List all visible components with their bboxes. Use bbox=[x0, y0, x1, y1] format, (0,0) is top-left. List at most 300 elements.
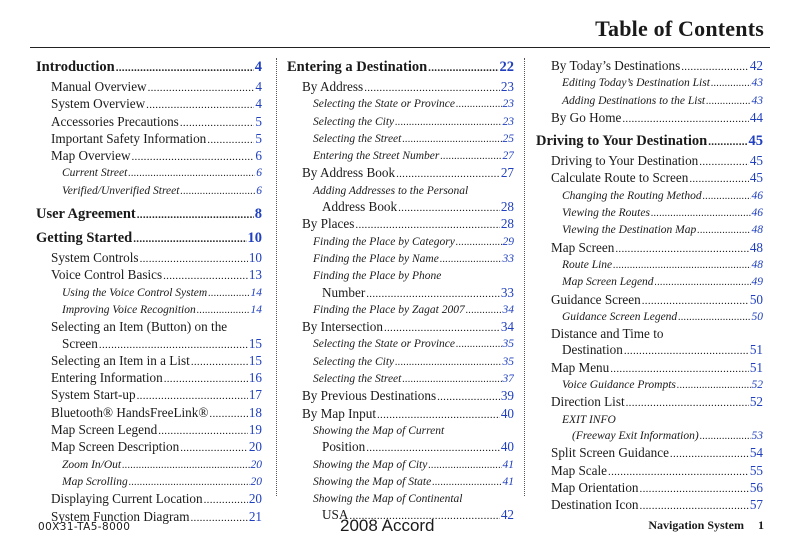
toc-entry-title: Entering the Street Number bbox=[313, 150, 440, 163]
footer-section bbox=[648, 518, 764, 533]
dot-leader bbox=[697, 223, 750, 239]
toc-entry[interactable] bbox=[536, 188, 763, 205]
toc-page-link[interactable]: 45 bbox=[748, 133, 763, 150]
toc-page-link[interactable]: 29 bbox=[502, 235, 514, 248]
toc-entry[interactable] bbox=[536, 394, 763, 411]
toc-entry-title: Selecting an Item (Button) on the bbox=[51, 319, 228, 335]
dot-leader bbox=[681, 59, 749, 75]
toc-entry-title: Selecting an Item in a List bbox=[51, 352, 190, 368]
toc-page-link[interactable]: 43 bbox=[751, 77, 763, 90]
dot-leader bbox=[191, 354, 248, 370]
toc-page-link[interactable]: 6 bbox=[255, 148, 262, 164]
toc-page-link[interactable]: 8 bbox=[254, 206, 262, 223]
toc-page-link[interactable]: 45 bbox=[749, 153, 763, 169]
toc-page-link[interactable]: 34 bbox=[500, 319, 514, 335]
toc-entry-title: Manual Overview bbox=[51, 79, 147, 94]
toc-page-link[interactable]: 19 bbox=[248, 422, 262, 438]
toc-entry-title: By Places bbox=[302, 216, 355, 232]
toc-entry-title: Voice Guidance Prompts bbox=[562, 379, 676, 392]
toc-page-link[interactable]: 49 bbox=[751, 276, 763, 289]
toc-entry-title: By Address Book bbox=[302, 165, 396, 181]
page-number: 1 bbox=[758, 518, 764, 532]
toc-page-link[interactable]: 23 bbox=[502, 98, 514, 111]
toc-entry-title: Guidance Screen bbox=[551, 291, 641, 307]
toc-page-link[interactable]: 48 bbox=[749, 239, 763, 255]
dot-leader bbox=[640, 481, 749, 497]
toc-entry-title: Entering Information bbox=[51, 370, 163, 386]
toc-page-link[interactable]: 53 bbox=[751, 429, 763, 442]
toc-entry-title: Viewing the Routes bbox=[562, 207, 650, 220]
dot-leader bbox=[140, 251, 248, 267]
toc-page-link[interactable]: 42 bbox=[749, 58, 763, 73]
toc-entry-title: Number bbox=[322, 284, 366, 300]
toc-entry-title: Selecting the Street bbox=[313, 373, 402, 386]
toc-entry[interactable] bbox=[536, 240, 763, 257]
toc-entry-title: Map Overview bbox=[51, 148, 131, 164]
dot-leader bbox=[366, 440, 500, 456]
toc-entry[interactable] bbox=[36, 387, 262, 404]
toc-page-link[interactable]: 54 bbox=[749, 445, 763, 461]
toc-entry-title: Showing the Map of City bbox=[313, 458, 428, 471]
toc-entry-title: EXIT INFO bbox=[562, 413, 616, 426]
toc-entry-title: Map Scale bbox=[551, 462, 608, 478]
toc-entry-title: By Map Input bbox=[302, 405, 376, 421]
toc-entry[interactable] bbox=[536, 222, 763, 239]
toc-entry bbox=[36, 319, 262, 335]
toc-page-link[interactable]: 48 bbox=[751, 224, 763, 237]
toc-entry[interactable] bbox=[536, 463, 763, 480]
column-divider bbox=[524, 58, 525, 496]
toc-entry[interactable] bbox=[36, 422, 262, 439]
toc-entry bbox=[287, 491, 514, 507]
toc-entry[interactable] bbox=[287, 131, 514, 148]
toc-entry-title: Bluetooth® HandsFreeLink® bbox=[51, 404, 209, 420]
toc-entry[interactable] bbox=[287, 251, 514, 268]
dot-leader bbox=[456, 337, 502, 353]
toc-page-link[interactable]: 40 bbox=[500, 439, 514, 455]
toc-page-link[interactable]: 13 bbox=[248, 267, 262, 283]
toc-entry-title: (Freeway Exit Information) bbox=[572, 429, 699, 442]
toc-entry[interactable] bbox=[36, 353, 262, 370]
dot-leader bbox=[364, 80, 500, 96]
toc-section-heading[interactable] bbox=[36, 205, 262, 224]
toc-entry[interactable] bbox=[536, 75, 763, 92]
toc-entry-title: Finding the Place by Name bbox=[313, 252, 439, 265]
toc-entry-title: Map Screen Legend bbox=[51, 422, 158, 438]
toc-entry-title: Split Screen Guidance bbox=[551, 445, 669, 461]
dot-leader bbox=[402, 132, 501, 148]
dot-leader bbox=[395, 355, 501, 371]
toc-entry-title: Calculate Route to Screen bbox=[551, 170, 689, 186]
toc-entry[interactable] bbox=[536, 274, 763, 291]
toc-entry[interactable] bbox=[536, 377, 763, 394]
dot-leader bbox=[398, 200, 500, 216]
dot-leader bbox=[137, 388, 248, 404]
toc-section-heading[interactable] bbox=[36, 229, 262, 248]
header-rule bbox=[30, 47, 770, 48]
toc-entry-title: Position bbox=[322, 439, 366, 455]
dot-leader bbox=[180, 184, 255, 200]
toc-entry-title: System Function Diagram bbox=[51, 508, 190, 524]
toc-page-link[interactable]: 15 bbox=[248, 352, 262, 368]
toc-entry-title: Route Line bbox=[562, 258, 613, 271]
toc-entry-title: Map Scrolling bbox=[62, 475, 128, 488]
toc-entry-title: Selecting the Street bbox=[313, 132, 402, 145]
toc-entry-title: Map Screen Legend bbox=[562, 276, 654, 289]
toc-page-link[interactable]: 22 bbox=[499, 59, 514, 75]
toc-entry[interactable] bbox=[287, 199, 514, 216]
toc-page-link[interactable]: 44 bbox=[749, 109, 763, 125]
toc-page-link[interactable]: 35 bbox=[502, 355, 514, 368]
dot-leader bbox=[99, 337, 248, 353]
toc-entry bbox=[536, 412, 763, 428]
toc-page-link[interactable]: 10 bbox=[248, 250, 262, 266]
toc-entry[interactable] bbox=[287, 114, 514, 131]
toc-page-link[interactable]: 20 bbox=[250, 458, 262, 471]
toc-entry-title: Distance and Time to bbox=[551, 326, 664, 342]
toc-entry-title: USA bbox=[322, 507, 349, 523]
toc-entry[interactable] bbox=[536, 153, 763, 170]
toc-entry[interactable] bbox=[287, 371, 514, 388]
toc-page-link[interactable]: 14 bbox=[250, 286, 262, 299]
dot-leader bbox=[437, 389, 500, 405]
toc-entry-title: By Intersection bbox=[302, 319, 383, 335]
dot-leader bbox=[700, 429, 751, 445]
dot-leader bbox=[355, 217, 499, 233]
toc-entry-title: Showing the Map of Current bbox=[313, 424, 445, 437]
page-title: Table of Contents bbox=[595, 16, 764, 41]
toc-entry[interactable] bbox=[287, 216, 514, 233]
toc-entry-title: Selecting the State or Province bbox=[313, 98, 455, 111]
toc-entry-title: Destination bbox=[562, 342, 623, 358]
toc-section-heading[interactable] bbox=[287, 58, 514, 77]
toc-entry-title: Zoom In/Out bbox=[62, 458, 122, 471]
toc-entry[interactable] bbox=[287, 406, 514, 423]
dot-leader bbox=[395, 115, 501, 131]
dot-leader bbox=[377, 407, 500, 423]
dot-leader bbox=[608, 464, 749, 480]
toc-entry[interactable] bbox=[536, 309, 763, 326]
dot-leader bbox=[622, 111, 748, 127]
toc-entry[interactable] bbox=[36, 131, 262, 148]
dot-leader bbox=[131, 149, 254, 165]
toc-entry-title: Verified/Unverified Street bbox=[62, 184, 180, 197]
toc-page-link[interactable]: 4 bbox=[255, 79, 262, 94]
toc-entry-title: Showing the Map of Continental bbox=[313, 493, 463, 506]
toc-entry[interactable] bbox=[287, 336, 514, 353]
toc-entry[interactable] bbox=[36, 79, 262, 96]
toc-entry[interactable] bbox=[36, 267, 262, 284]
toc-entry bbox=[536, 326, 763, 342]
toc-page-link[interactable]: 5 bbox=[255, 130, 262, 146]
dot-leader bbox=[137, 206, 254, 224]
toc-entry-title: Address Book bbox=[322, 199, 398, 215]
toc-entry bbox=[287, 183, 514, 199]
dot-leader bbox=[655, 275, 751, 291]
toc-entry[interactable] bbox=[536, 257, 763, 274]
dot-leader bbox=[670, 446, 749, 462]
toc-page-link[interactable]: 41 bbox=[502, 458, 514, 471]
toc-entry-title: Driving to Your Destination bbox=[551, 153, 699, 169]
toc-page-link[interactable]: 20 bbox=[250, 475, 262, 488]
toc-entry[interactable] bbox=[536, 360, 763, 377]
toc-entry[interactable] bbox=[287, 474, 514, 491]
dot-leader bbox=[366, 286, 500, 302]
toc-page-link[interactable]: 5 bbox=[255, 113, 262, 129]
toc-entry-title: Viewing the Destination Map bbox=[562, 224, 697, 237]
toc-entry[interactable] bbox=[287, 354, 514, 371]
toc-page-link[interactable]: 28 bbox=[500, 216, 514, 232]
toc-page-link[interactable]: 52 bbox=[751, 379, 763, 392]
dot-leader bbox=[677, 378, 751, 394]
toc-entry[interactable] bbox=[36, 183, 262, 200]
toc-entry-title: By Go Home bbox=[551, 109, 622, 125]
toc-page-link[interactable]: 6 bbox=[256, 167, 262, 180]
dot-leader bbox=[615, 241, 748, 257]
dot-leader bbox=[384, 320, 500, 336]
toc-page-link[interactable]: 4 bbox=[255, 96, 262, 112]
toc-entry[interactable] bbox=[287, 285, 514, 302]
toc-entry-title: Guidance Screen Legend bbox=[562, 310, 678, 323]
toc-entry[interactable] bbox=[287, 457, 514, 474]
toc-entry-title: Adding Addresses to the Personal bbox=[313, 184, 469, 197]
dot-leader bbox=[703, 189, 751, 205]
vehicle-model: 2008 Accord bbox=[340, 516, 435, 535]
toc-page-link[interactable]: 33 bbox=[500, 284, 514, 300]
toc-entry-title: Voice Control Basics bbox=[51, 267, 163, 283]
dot-leader bbox=[158, 423, 248, 439]
toc-entry-title: Destination Icon bbox=[551, 497, 639, 513]
dot-leader bbox=[610, 361, 749, 377]
toc-page-link[interactable]: 43 bbox=[751, 94, 763, 107]
dot-leader bbox=[204, 492, 248, 508]
toc-entry-title: Showing the Map of State bbox=[313, 475, 432, 488]
toc-column-left bbox=[36, 58, 262, 526]
toc-entry[interactable] bbox=[287, 148, 514, 165]
toc-entry-title: Driving to Your Destination bbox=[536, 133, 708, 150]
toc-entry-title: Map Screen Description bbox=[51, 439, 180, 455]
toc-page-link[interactable]: 18 bbox=[248, 404, 262, 420]
dot-leader bbox=[428, 59, 498, 77]
toc-entry[interactable] bbox=[536, 342, 763, 359]
toc-entry[interactable] bbox=[36, 336, 262, 353]
toc-entry-title: By Today’s Destinations bbox=[551, 58, 681, 73]
toc-entry bbox=[287, 268, 514, 284]
toc-entry-title: Finding the Place by Phone bbox=[313, 270, 442, 283]
toc-entry[interactable] bbox=[287, 234, 514, 251]
toc-page-link[interactable]: 42 bbox=[500, 507, 514, 523]
toc-page-link[interactable]: 28 bbox=[500, 199, 514, 215]
toc-page-link[interactable]: 56 bbox=[749, 479, 763, 495]
document-code: 00X31-TA5-8000 bbox=[38, 521, 131, 533]
toc-entry[interactable] bbox=[36, 370, 262, 387]
toc-page-link[interactable]: 25 bbox=[502, 132, 514, 145]
dot-leader bbox=[122, 458, 249, 474]
toc-entry[interactable] bbox=[287, 439, 514, 456]
toc-entry-title: Introduction bbox=[36, 59, 115, 75]
toc-page-link[interactable]: 10 bbox=[247, 230, 262, 247]
toc-page-link[interactable]: 55 bbox=[749, 462, 763, 478]
toc-entry[interactable] bbox=[36, 250, 262, 267]
toc-entry-title: Selecting the State or Province bbox=[313, 338, 455, 351]
column-divider bbox=[276, 58, 277, 496]
toc-entry-title: Important Safety Information bbox=[51, 130, 207, 146]
dot-leader bbox=[456, 97, 502, 113]
toc-page-link[interactable]: 52 bbox=[749, 394, 763, 410]
toc-page-link[interactable]: 37 bbox=[502, 373, 514, 386]
dot-leader bbox=[190, 510, 247, 526]
dot-leader bbox=[402, 372, 501, 388]
toc-page-link[interactable]: 33 bbox=[502, 252, 514, 265]
toc-column-right bbox=[536, 58, 763, 514]
toc-entry-title: Current Street bbox=[62, 167, 128, 180]
toc-entry[interactable] bbox=[287, 302, 514, 319]
toc-entry[interactable] bbox=[536, 205, 763, 222]
toc-entry-title: Map Menu bbox=[551, 359, 610, 375]
toc-entry-title: Finding the Place by Category bbox=[313, 235, 455, 248]
dot-leader bbox=[129, 475, 250, 491]
toc-entry[interactable] bbox=[536, 428, 763, 445]
toc-entry[interactable] bbox=[287, 388, 514, 405]
toc-page-link[interactable]: 40 bbox=[500, 405, 514, 421]
toc-page-link[interactable]: 34 bbox=[502, 303, 514, 316]
toc-section-heading[interactable] bbox=[36, 58, 262, 77]
toc-entry[interactable] bbox=[536, 480, 763, 497]
toc-page-link[interactable]: 21 bbox=[248, 508, 262, 524]
toc-entry[interactable] bbox=[287, 96, 514, 113]
toc-page-link[interactable]: 45 bbox=[749, 170, 763, 186]
toc-entry-title: Map Orientation bbox=[551, 479, 639, 495]
toc-entry-title: System Overview bbox=[51, 96, 146, 112]
dot-leader bbox=[440, 252, 502, 268]
toc-section-heading[interactable] bbox=[536, 132, 763, 151]
toc-entry[interactable] bbox=[287, 165, 514, 182]
toc-entry-title: Changing the Routing Method bbox=[562, 189, 702, 202]
dot-leader bbox=[706, 94, 750, 110]
toc-entry[interactable] bbox=[36, 457, 262, 474]
toc-entry[interactable] bbox=[536, 110, 763, 127]
dot-leader bbox=[180, 440, 248, 456]
dot-leader bbox=[689, 171, 748, 187]
dot-leader bbox=[208, 286, 249, 302]
toc-page-link[interactable]: 14 bbox=[250, 303, 262, 316]
toc-page-link[interactable]: 17 bbox=[248, 387, 262, 403]
toc-entry[interactable] bbox=[536, 292, 763, 309]
dot-leader bbox=[613, 258, 750, 274]
dot-leader bbox=[180, 115, 255, 131]
toc-entry[interactable] bbox=[36, 285, 262, 302]
toc-page-link[interactable]: 51 bbox=[749, 342, 763, 358]
toc-page-link[interactable]: 35 bbox=[502, 338, 514, 351]
toc-entry[interactable] bbox=[36, 148, 262, 165]
toc-entry[interactable] bbox=[36, 114, 262, 131]
dot-leader bbox=[163, 268, 248, 284]
footer-system-label: Navigation System bbox=[648, 518, 744, 532]
toc-entry[interactable] bbox=[536, 93, 763, 110]
toc-entry-title: System Start-up bbox=[51, 387, 136, 403]
dot-leader bbox=[207, 132, 254, 148]
toc-page-link[interactable]: 15 bbox=[248, 335, 262, 351]
toc-page-link[interactable]: 46 bbox=[751, 207, 763, 220]
toc-page-link[interactable]: 20 bbox=[248, 491, 262, 507]
dot-leader bbox=[466, 303, 502, 319]
toc-entry-title: User Agreement bbox=[36, 206, 136, 223]
toc-entry bbox=[287, 423, 514, 439]
toc-entry-title: Adding Destinations to the List bbox=[562, 94, 706, 107]
toc-entry[interactable] bbox=[36, 165, 262, 182]
toc-page-link[interactable]: 4 bbox=[254, 59, 262, 75]
toc-page-link[interactable]: 41 bbox=[502, 475, 514, 488]
dot-leader bbox=[651, 206, 751, 222]
toc-entry-title: By Previous Destinations bbox=[302, 388, 437, 404]
toc-entry-title: Editing Today’s Destination List bbox=[562, 77, 710, 90]
toc-page-link[interactable]: 50 bbox=[749, 291, 763, 307]
toc-entry[interactable] bbox=[36, 96, 262, 113]
toc-column-middle bbox=[287, 58, 514, 525]
toc-entry[interactable] bbox=[536, 58, 763, 75]
dot-leader bbox=[148, 80, 255, 96]
toc-entry-title: Entering a Destination bbox=[287, 59, 428, 75]
toc-entry-title: Getting Started bbox=[36, 230, 133, 247]
dot-leader bbox=[146, 97, 254, 113]
toc-entry[interactable] bbox=[36, 474, 262, 491]
dot-leader bbox=[209, 406, 247, 422]
toc-entry[interactable] bbox=[36, 405, 262, 422]
toc-page-link[interactable]: 6 bbox=[256, 184, 262, 197]
toc-page-link[interactable]: 46 bbox=[751, 189, 763, 202]
toc-entry[interactable] bbox=[36, 302, 262, 319]
toc-entry[interactable] bbox=[36, 439, 262, 456]
toc-entry[interactable] bbox=[536, 497, 763, 514]
toc-page-link[interactable]: 50 bbox=[751, 310, 763, 323]
dot-leader bbox=[711, 76, 751, 92]
toc-entry[interactable] bbox=[36, 491, 262, 508]
toc-page-link[interactable]: 48 bbox=[751, 258, 763, 271]
dot-leader bbox=[432, 475, 501, 491]
dot-leader bbox=[133, 230, 246, 248]
toc-entry[interactable] bbox=[287, 319, 514, 336]
toc-page-link[interactable]: 57 bbox=[749, 497, 763, 513]
dot-leader bbox=[642, 293, 749, 309]
toc-entry-title: Improving Voice Recognition bbox=[62, 303, 196, 316]
toc-page-link[interactable]: 51 bbox=[749, 359, 763, 375]
toc-page-link[interactable]: 39 bbox=[500, 388, 514, 404]
toc-page-link[interactable]: 27 bbox=[502, 150, 514, 163]
toc-entry-title: Screen bbox=[62, 335, 98, 351]
toc-page-link[interactable]: 23 bbox=[502, 115, 514, 128]
toc-entry[interactable] bbox=[536, 170, 763, 187]
toc-entry-title: Selecting the City bbox=[313, 355, 395, 368]
dot-leader bbox=[440, 149, 501, 165]
dot-leader bbox=[456, 235, 502, 251]
toc-entry[interactable] bbox=[536, 445, 763, 462]
toc-entry-title: Using the Voice Control System bbox=[62, 286, 208, 299]
toc-page-link[interactable]: 16 bbox=[248, 370, 262, 386]
toc-page-link[interactable]: 20 bbox=[248, 439, 262, 455]
dot-leader bbox=[640, 498, 749, 514]
toc-page-link[interactable]: 27 bbox=[500, 165, 514, 181]
toc-entry-title: Displaying Current Location bbox=[51, 491, 203, 507]
dot-leader bbox=[197, 303, 250, 319]
toc-page-link[interactable]: 23 bbox=[500, 79, 514, 94]
toc-entry[interactable] bbox=[287, 79, 514, 96]
dot-leader bbox=[678, 310, 750, 326]
dot-leader bbox=[116, 59, 254, 77]
toc-entry-title: Direction List bbox=[551, 394, 625, 410]
dot-leader bbox=[164, 371, 248, 387]
dot-leader bbox=[626, 395, 749, 411]
dot-leader bbox=[428, 458, 501, 474]
